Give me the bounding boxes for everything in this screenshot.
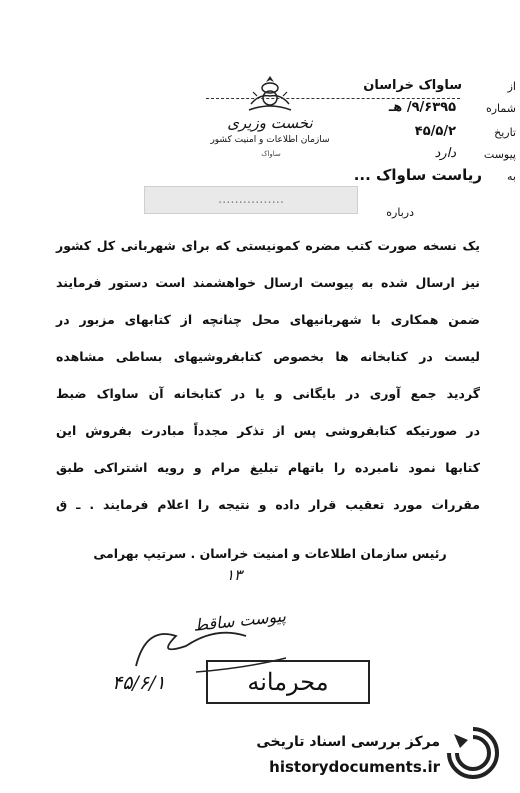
date-value: ۴۵/۵/۲ bbox=[414, 124, 456, 139]
archive-logo-icon bbox=[446, 726, 500, 780]
body-line: کتابها نمود نامبرده را باتهام تبلیغ مرام و رویه اشتراکی طبق bbox=[56, 460, 480, 475]
body-line: مقررات مورد تعقیب قرار داده و نتیجه را اعلام فرمایند . ـ ق bbox=[56, 497, 480, 512]
to-label: به bbox=[507, 170, 516, 183]
signature-mark: ۱۳ bbox=[226, 566, 243, 584]
from-underline bbox=[206, 98, 460, 99]
attachment-label: پیوست bbox=[483, 148, 516, 161]
ministry-title: نخست وزیری bbox=[227, 114, 313, 132]
signature-line: رئیس سازمان اطلاعات و امنیت خراسان . سرتیپ بهرامی bbox=[93, 546, 447, 561]
date-label: تاریخ bbox=[494, 126, 516, 139]
from-value: ساواک خراسان bbox=[363, 78, 462, 93]
number-value: ۹/۶۳۹۵/ هـ bbox=[388, 100, 456, 115]
handwritten-note: پیوست ساقط bbox=[192, 606, 287, 635]
redacted-strip bbox=[144, 186, 358, 214]
handwritten-date: ۴۵/۶/۱ bbox=[112, 672, 166, 694]
body-line: گردید جمع آوری در بایگانی و یا در کتابخانه آن ساواک ضبط bbox=[56, 386, 480, 401]
body-line: ضمن همکاری با شهربانیهای محل چنانچه از کتابهای مزبور در bbox=[56, 312, 480, 327]
organization-sub: ساواک bbox=[261, 150, 281, 158]
body-line: لیست در کتابخانه ها بخصوص کتابفروشیهای بساطی مشاهده bbox=[56, 349, 480, 364]
watermark-url: historydocuments.ir bbox=[269, 758, 440, 776]
body-line: نیز ارسال شده به پیوست ارسال خواهشمند است دستور فرمایند bbox=[56, 275, 480, 290]
watermark-title: مرکز بررسی اسناد تاریخی bbox=[256, 734, 440, 750]
to-value: ریاست ساواک ... bbox=[353, 166, 482, 184]
subject-label: درباره bbox=[386, 206, 414, 219]
number-label: شماره bbox=[485, 102, 516, 115]
organization-name: سازمان اطلاعات و امنیت کشور bbox=[210, 135, 330, 145]
attachment-value: دارد bbox=[434, 146, 456, 161]
subject-value: ................ bbox=[217, 192, 285, 207]
body-line: یک نسخه صورت کتب مضره کمونیستی که برای شهربانی کل کشور bbox=[56, 238, 480, 253]
confidential-stamp bbox=[206, 660, 370, 704]
stamp-text: محرمانه bbox=[247, 668, 329, 696]
body-line: در صورتیکه کتابفروشی پس از تذکر مجدداً مبادرت بفروش این bbox=[56, 423, 480, 438]
from-label: از bbox=[507, 80, 516, 93]
